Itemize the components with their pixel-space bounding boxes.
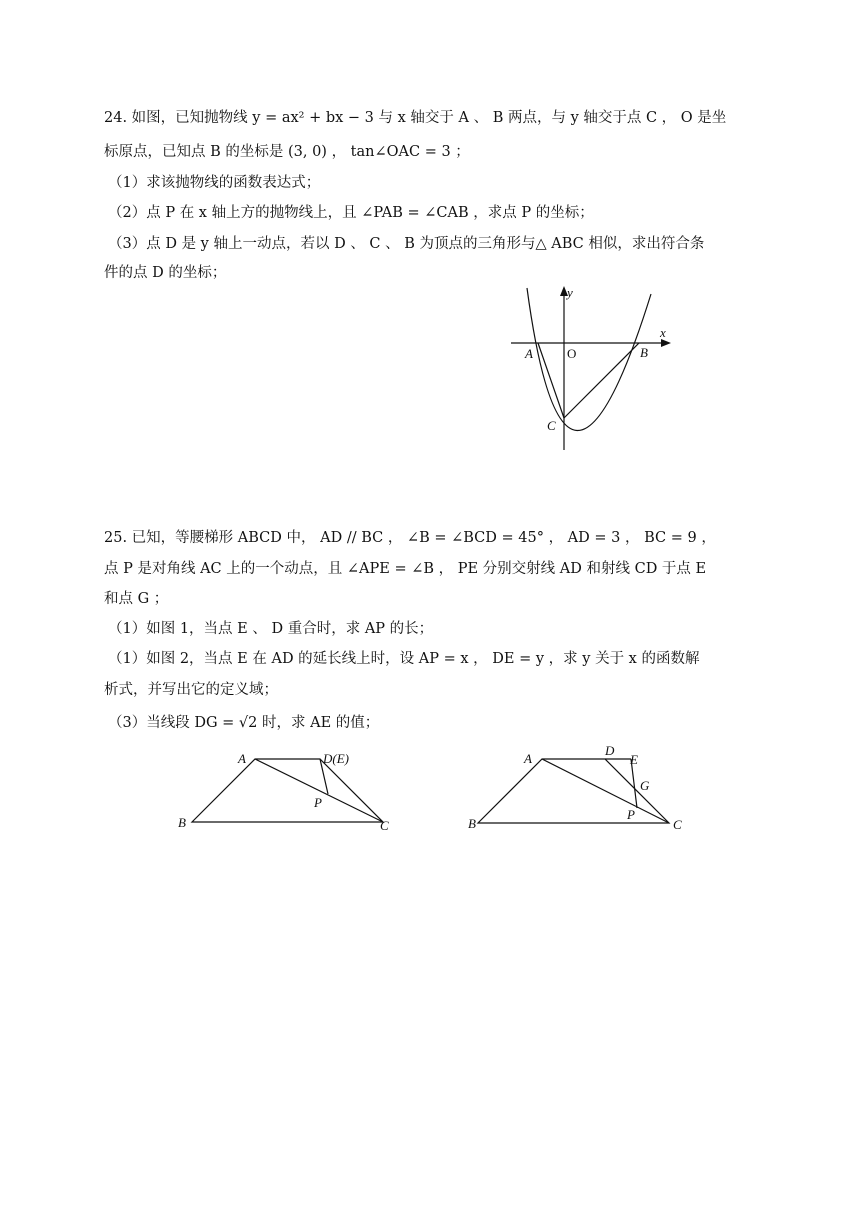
- p25-question-1: （1）如图 1，当点 E 、 D 重合时，求 AP 的长；: [108, 621, 434, 637]
- fig2-label-p: P: [627, 807, 635, 822]
- fig2-label-a: A: [524, 751, 532, 766]
- fig2-label-d: D: [605, 743, 615, 758]
- p25-line3: 和点 G ；: [104, 591, 169, 607]
- trapezoid-figure-1: [170, 748, 400, 838]
- diagonal-ac: [542, 759, 669, 823]
- fig1-label-c: C: [380, 818, 389, 833]
- p24-question-2: （2）点 P 在 x 轴上方的抛物线上，且 ∠PAB = ∠CAB ，求点 P 的坐标；: [108, 205, 594, 221]
- fig1-label-d: D(E): [323, 751, 349, 766]
- parabola-figure: [505, 280, 685, 460]
- label-y: y: [567, 285, 573, 300]
- p24-question-3a: （3）点 D 是 y 轴上一动点，若以 D 、 C 、 B 为顶点的三角形与△ ABC 相似，求出符合条: [108, 236, 705, 252]
- trapezoid-abcd: [192, 759, 383, 822]
- p24-line2: 标原点，已知点 B 的坐标是 (3, 0) ， tan∠OAC = 3 ；: [104, 144, 470, 160]
- fig2-label-b: B: [468, 816, 476, 831]
- trapezoid-figure-2: [465, 744, 695, 834]
- p24-line1: 24. 如图，已知抛物线 y = ax² + bx − 3 与 x 轴交于 A 、 B 两点，与 y 轴交于点 C ， O 是坐: [104, 110, 727, 126]
- label-o: O: [567, 346, 577, 361]
- parabola-curve: [527, 288, 651, 431]
- p25-question-2b: 析式，并写出它的定义域；: [104, 682, 278, 698]
- fig1-label-p: P: [314, 795, 322, 810]
- p24-question-1: （1）求该抛物线的函数表达式；: [108, 175, 321, 191]
- p24-question-3b: 件的点 D 的坐标；: [104, 265, 227, 281]
- label-x: x: [660, 325, 666, 340]
- label-b: B: [640, 345, 648, 360]
- diagonal-ac: [255, 759, 383, 822]
- label-c: C: [547, 418, 556, 433]
- label-a: A: [525, 346, 533, 361]
- fig2-label-e: E: [630, 752, 638, 767]
- p25-question-2a: （1）如图 2，当点 E 在 AD 的延长线上时，设 AP = x ， DE = y ，求 y 关于 x 的函数解: [108, 651, 700, 667]
- segment-ac: [538, 343, 564, 418]
- p25-line1: 25. 已知，等腰梯形 ABCD 中， AD // BC ， ∠B = ∠BCD = 45° ， AD = 3 ， BC = 9 ，: [104, 530, 716, 546]
- fig1-label-b: B: [178, 815, 186, 830]
- p25-question-3: （3）当线段 DG = √2 时，求 AE 的值；: [108, 715, 380, 731]
- fig2-label-c: C: [673, 817, 682, 832]
- fig2-label-g: G: [640, 778, 650, 793]
- p25-line2: 点 P 是对角线 AC 上的一个动点，且 ∠APE = ∠B ， PE 分别交射线 AD 和射线 CD 于点 E: [104, 561, 707, 577]
- x-axis-arrow: [661, 339, 671, 347]
- fig1-label-a: A: [238, 751, 246, 766]
